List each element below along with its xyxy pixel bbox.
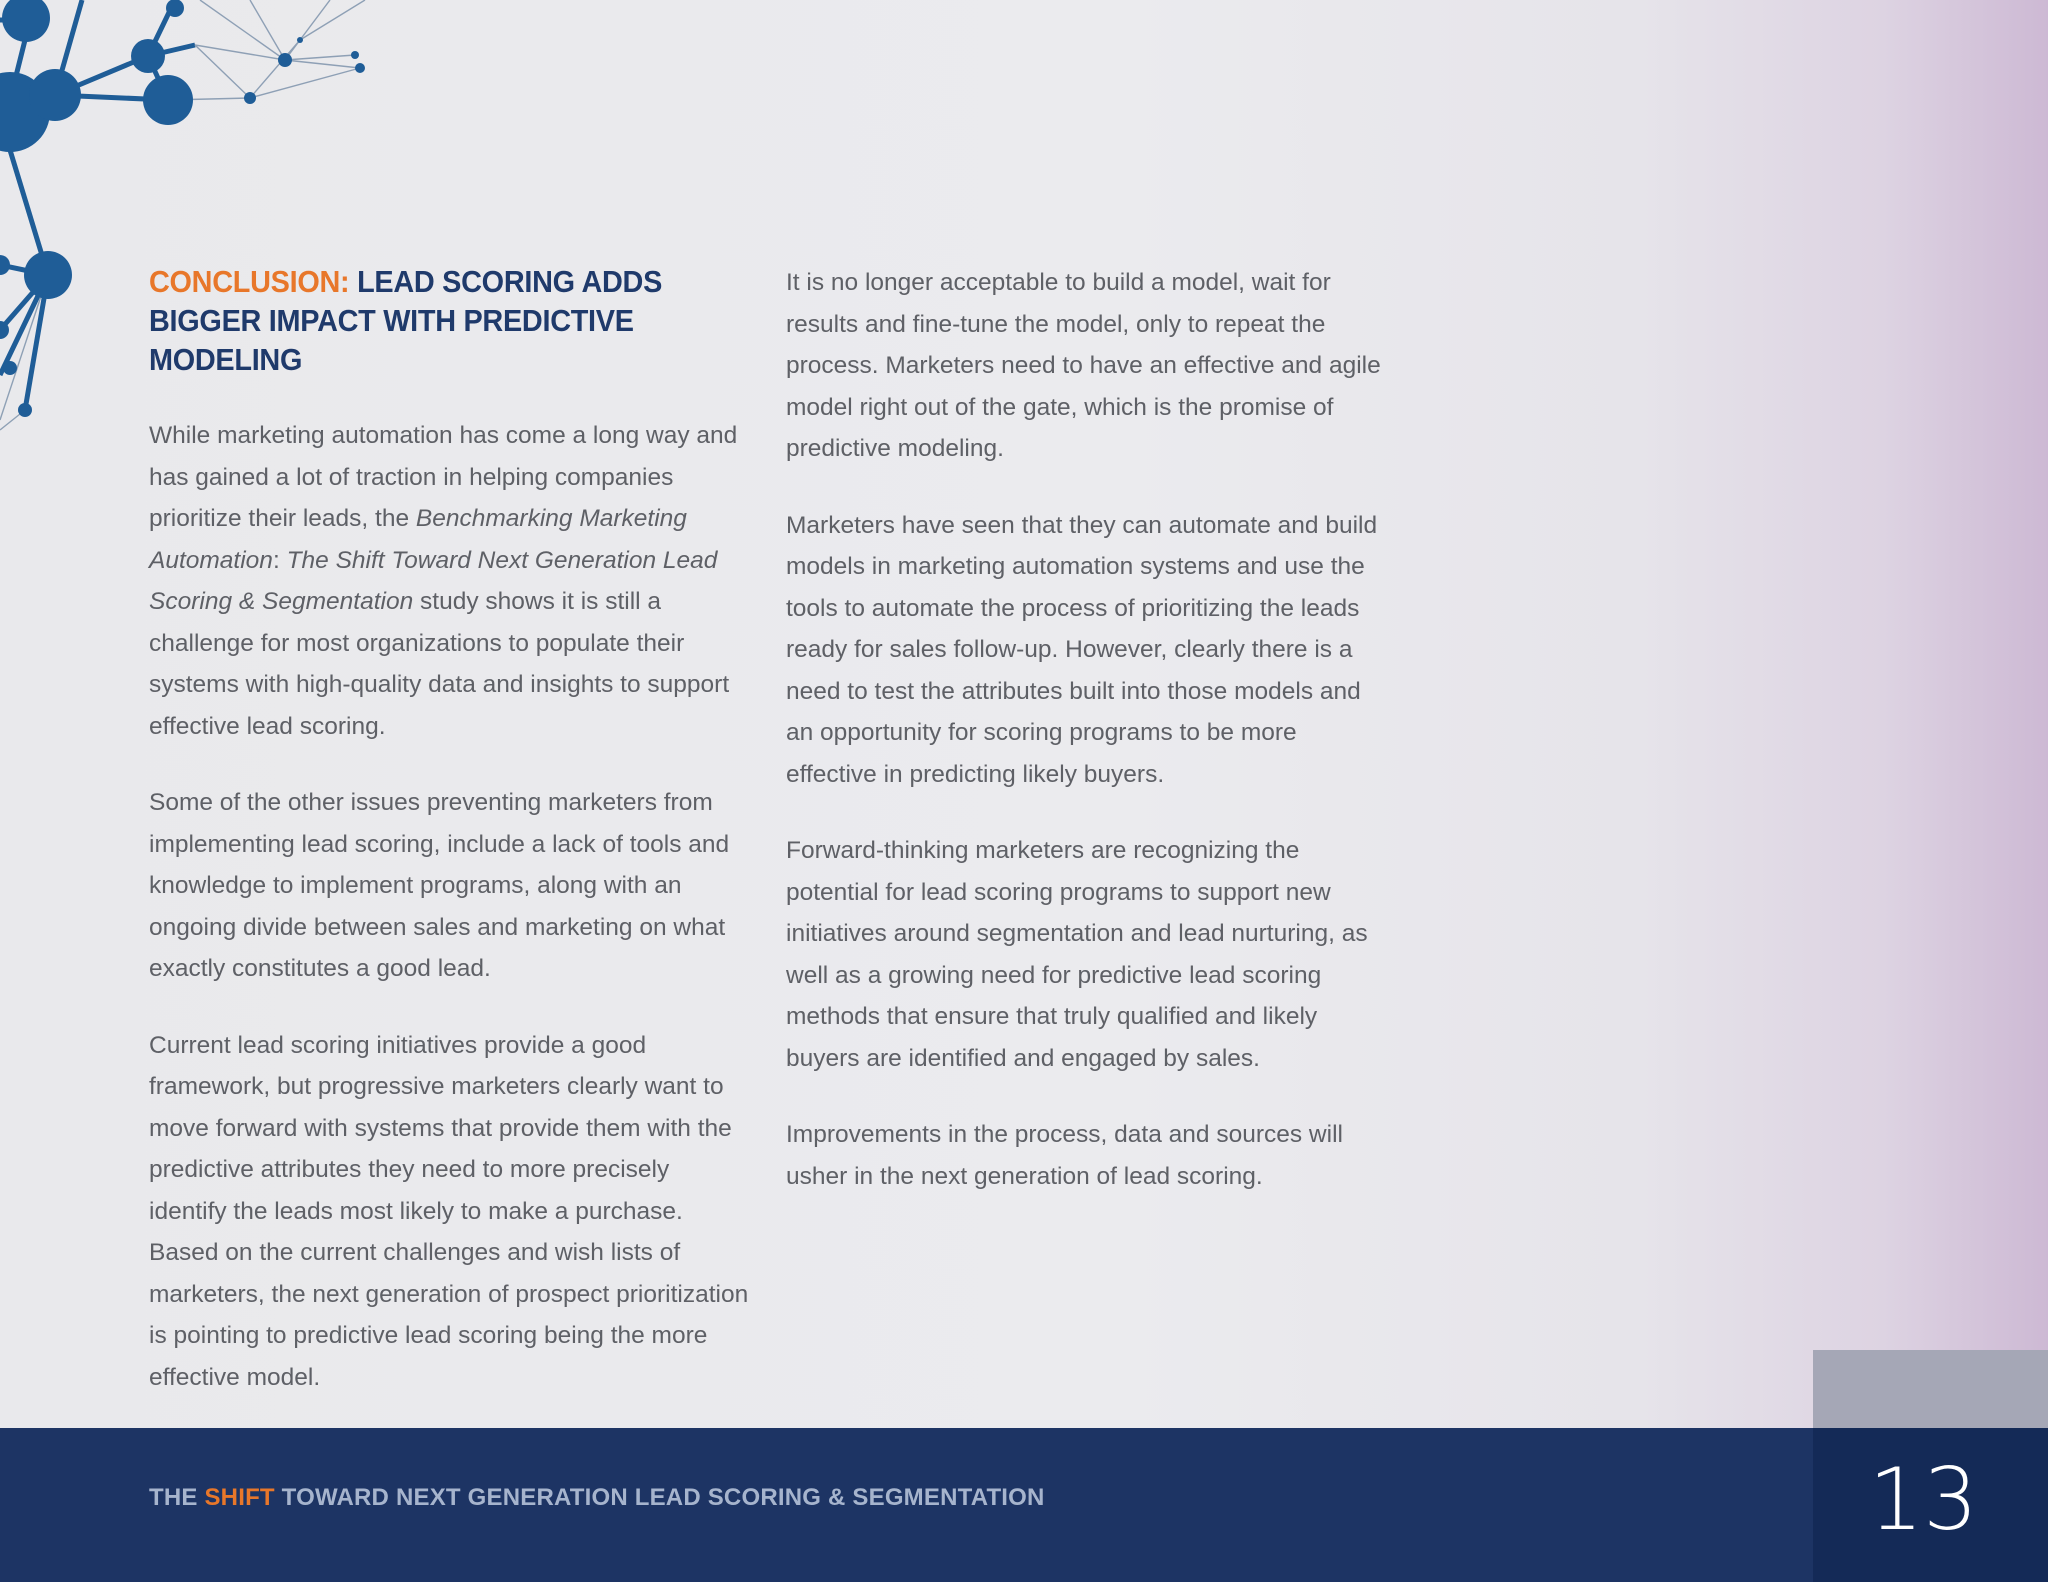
heading-main: LEAD SCORING ADDS BIGGER IMPACT WITH PREDICTIVE MODELING bbox=[149, 264, 663, 377]
left-paragraph-1 bbox=[149, 415, 749, 747]
right-paragraph-3: Forward-thinking marketers are recognizing the potential for lead scoring programs to support new initiatives around segmentation and lead nurturing, as well as a growing need for predictive lead scoring methods that ensure that truly qualified and likely buyers are identified and engaged by sales. bbox=[786, 837, 1368, 1072]
footer-accent: SHIFT bbox=[204, 1484, 275, 1511]
heading-accent: CONCLUSION: bbox=[149, 264, 350, 299]
page-tab bbox=[1813, 1350, 2048, 1428]
left-paragraph-2: Some of the other issues preventing marketers from implementing lead scoring, include a lack of tools and knowledge to implement programs, along with an ongoing divide between sales and marketing on what exactly constitutes a good lead. bbox=[149, 789, 730, 982]
page-number: 13 bbox=[1868, 1450, 1978, 1550]
right-paragraph-1: It is no longer acceptable to build a model, wait for results and fine-tune the model, only to repeat the process. Marketers need to have an effective and agile model right out of the gate, which is the promise of predictive modeling. bbox=[786, 269, 1381, 462]
left-p1-text-a: While marketing automation has come a long way and has gained a lot of traction in helping companies prioritize their leads, the bbox=[149, 422, 738, 532]
study-title-italic-2: The Shift Toward Next Generation Lead Scoring & Segmentation bbox=[149, 546, 718, 615]
footer-title bbox=[149, 1484, 1045, 1512]
right-column bbox=[786, 262, 1386, 1232]
left-paragraph-3: Current lead scoring initiatives provide a good framework, but progressive marketers clearly want to move forward with systems that provide them with the predictive attributes they need to more precisely identify the leads most likely to make a purchase. Based on the current challenges and wish lists of marketers, the next generation of prospect prioritization is pointing to predictive lead scoring being the more effective model. bbox=[149, 1031, 749, 1391]
left-column bbox=[149, 262, 749, 1433]
conclusion-heading bbox=[149, 262, 749, 379]
right-paragraph-2: Marketers have seen that they can automate and build models in marketing automation systems and use the tools to automate the process of prioritizing the leads ready for sales follow-up. However, clearly there is a need to test the attributes built into those models and an opportunity for scoring programs to be more effective in predicting likely buyers. bbox=[786, 511, 1378, 788]
left-p1-text-b: study shows it is still a challenge for most organizations to populate their systems with high-quality data and insights to support effective lead scoring. bbox=[149, 588, 730, 740]
footer-prefix: THE bbox=[149, 1484, 205, 1511]
footer-suffix: TOWARD NEXT GENERATION LEAD SCORING & SEGMENTATION bbox=[274, 1484, 1045, 1511]
study-title-italic-1: Benchmarking Marketing Automation bbox=[149, 505, 687, 574]
right-paragraph-4: Improvements in the process, data and sources will usher in the next generation of lead scoring. bbox=[786, 1121, 1343, 1190]
left-p1-colon: : bbox=[272, 546, 287, 574]
